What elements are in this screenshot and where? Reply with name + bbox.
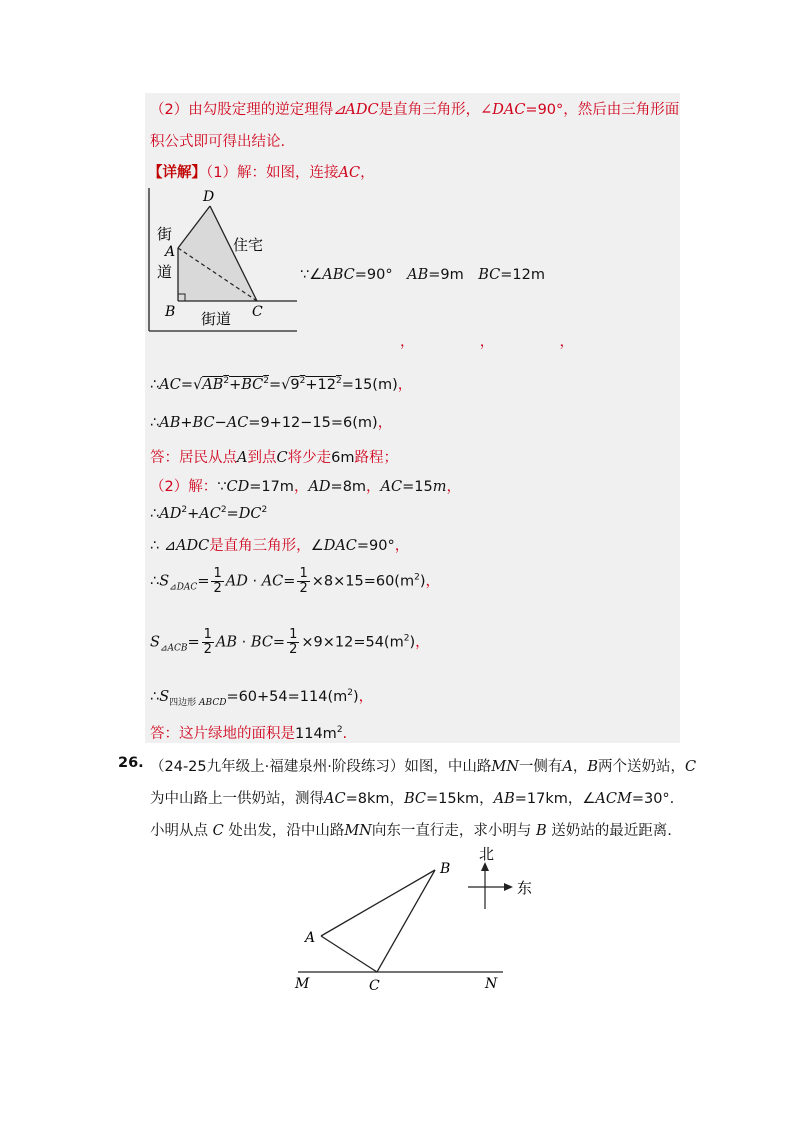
segment-ab: [321, 870, 435, 936]
label-c: C: [369, 978, 380, 994]
question-line-2: 为中山路上一供奶站，测得AC=8km，BC=15km，AB=17km，∠ACM=30°.: [150, 791, 675, 807]
question-number: 26.: [118, 755, 144, 771]
label-n: N: [485, 976, 498, 992]
label-a: A: [165, 244, 176, 260]
street-label-v1: 街: [157, 225, 173, 243]
residence-label: 住宅: [233, 236, 264, 254]
label-a: A: [305, 930, 316, 946]
label-c: C: [252, 304, 263, 320]
solution-line-1: （2）由勾股定理的逆定理得⊿ADC是直角三角形，∠DAC=90°，然后由三角形面: [150, 102, 680, 118]
question-line-1: （24-25九年级上·福建泉州·阶段练习）如图，中山路MN一侧有A，B两个送奶站，C: [150, 759, 697, 775]
street-label-h: 街道: [201, 310, 232, 328]
area-dac: $\therefore S_{⊿DAC}=$ $\frac{1}{2}$ AD · AC= $\frac{1}{2}$ $\times 8\times 15=60(m^2)$，: [150, 566, 440, 596]
part-2-line: （2）解：∵CD=17m，AD=8m，AC=15m，: [150, 479, 461, 495]
area-total: $\therefore S_{四边形 ABCD}=60+54=114(m^2)$，: [150, 688, 374, 708]
right-triangle-line: ∴ ⊿ADC是直角三角形，∠DAC=90°，: [150, 538, 410, 554]
east-label: 东: [517, 879, 533, 897]
street-label-v2: 道: [157, 263, 173, 281]
area-acb: $S_{⊿ACB}=$ $\frac{1}{2}$ AB · BC= $\frac{1}{2}$ $\times 9\times 12=54(m^2)$，: [150, 627, 430, 657]
detail-line: 【详解】（1）解：如图，连接AC，: [148, 165, 375, 181]
commas-line: ， ， ，: [400, 334, 574, 350]
answer-2: 答：这片绿地的面积是$114m^2$.: [150, 725, 348, 742]
question-line-3: 小明从点 C 处出发，沿中山路MN向东一直行走，求小明与 B 送奶站的最近距离.: [150, 823, 672, 839]
label-m: M: [295, 976, 310, 992]
label-b: B: [165, 304, 176, 320]
pythagoras-line: $\therefore AD^2+AC^2=DC^2$: [150, 505, 268, 522]
segment-bc: [377, 870, 435, 972]
solution-line-2: 积公式即可得出结论.: [150, 134, 286, 150]
answer-1: 答：居民从点A到点C将少走6m路程；: [150, 450, 398, 466]
label-d: D: [203, 189, 215, 205]
north-label: 北: [479, 845, 495, 863]
street-diagram: [145, 183, 305, 333]
segment-ac: [321, 936, 377, 972]
label-b: B: [440, 861, 451, 877]
given-line: ∵∠ABC=90° AB=9m BC=12m: [300, 267, 545, 283]
step-ac: $\therefore AC=√AB^2+BC^2=√9^2+12^2=15(m)$，: [150, 376, 413, 393]
step-diff: ∴AB+BC−AC=9+12−15=6(m)，: [150, 415, 393, 431]
detail-tag: 【详解】: [148, 165, 206, 181]
milk-station-diagram: [285, 840, 545, 1000]
compass-icon: [468, 862, 513, 909]
